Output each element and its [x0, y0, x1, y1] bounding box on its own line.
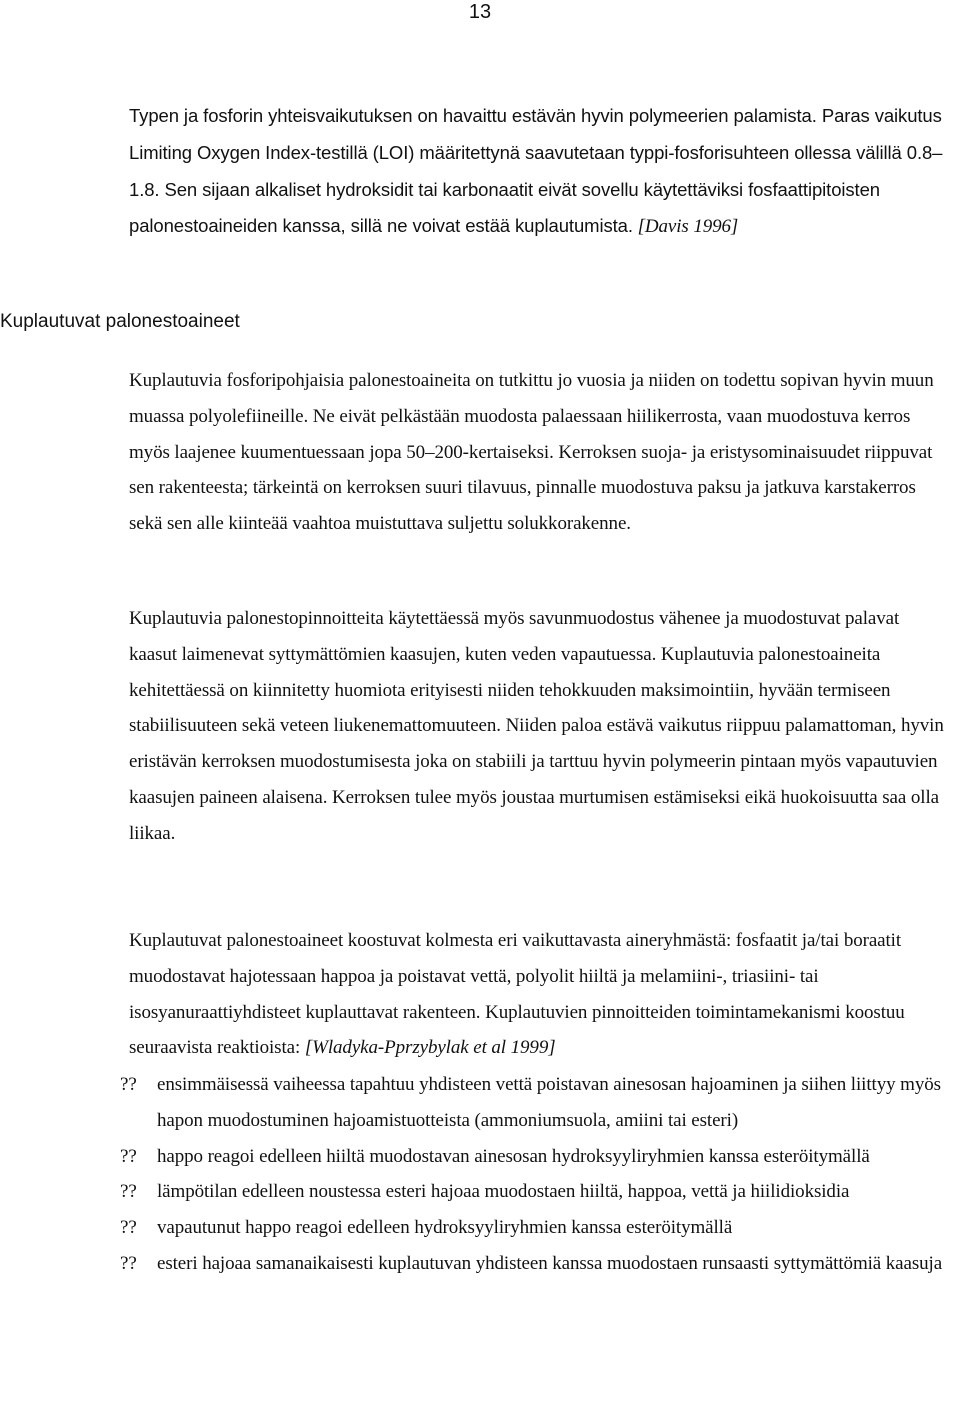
section-heading: Kuplautuvat palonestoaineet [0, 311, 240, 332]
list-item [120, 1210, 950, 1246]
list-item-text: ensimmäisessä vaiheessa tapahtuu yhdisteen vettä poistavan ainesosan hajoaminen ja siihen liittyy myös hapon muodostuminen hajoamistuotteista (ammoniumsuola, amiini tai esteri) [157, 1074, 941, 1131]
list-item [120, 1139, 950, 1175]
paragraph-intumescent-coatings: Kuplautuvia palonestopinnoitteita käytettäessä myös savunmuodostus vähenee ja muodostuvat palavat kaasut laimenevat syttymättömien kaasujen, kuten veden vapautuessa. Kuplautuvia palonestoaineita kehitettäessä on kiinnitetty huomiota erityisesti niiden tehokkuuden maksimointiin, hyvään termiseen stabiilisuuteen sekä veteen liukenemattomuuteen. Niiden paloa estävä vaikutus riippuu palamattoman, hyvin eristävän kerroksen muodostumisesta joka on stabiili ja tarttuu hyvin polymeerin pintaan myös vapautuvien kaasujen paineen alaisena. Kerroksen tulee myös joustaa murtumisen estämiseksi eikä huokoisuutta saa olla liikaa. [129, 608, 944, 844]
bullet-marker: ?? [120, 1217, 137, 1239]
bullet-marker: ?? [120, 1181, 137, 1203]
page-number: 13 [468, 1, 492, 23]
paragraph-intumescent-components [129, 923, 944, 1066]
intro-paragraph [129, 98, 944, 245]
bullet-marker: ?? [120, 1074, 137, 1095]
components-text: Kuplautuvat palonestoaineet koostuvat kolmesta eri vaikuttavasta aineryhmästä: fosfaatit ja/tai boraatit muodostavat hajotessaan happoa ja poistavat vettä, polyolit hiiltä ja melamiini-, triasiini- tai isosyanuraattiyhdisteet kuplauttavat rakenteen. Kuplautuvien pinnoitteiden toimintamekanismi koostuu seuraavista reaktioista: [129, 930, 905, 1059]
list-item [120, 1067, 950, 1139]
list-item-text: vapautunut happo reagoi edelleen hydroksyyliryhmien kanssa esteröitymällä [157, 1217, 733, 1239]
bullet-marker: ?? [120, 1252, 137, 1274]
list-item-text: happo reagoi edelleen hiiltä muodostavan ainesosan hydroksyyliryhmien kanssa esteröitymällä [157, 1145, 870, 1167]
list-item [120, 1174, 950, 1210]
list-item-text: lämpötilan edelleen noustessa esteri hajoaa muodostaen hiiltä, happoa, vettä ja hiilidioksidia [157, 1181, 850, 1203]
intro-citation: [Davis 1996] [637, 216, 739, 238]
paragraph-intumescent-overview: Kuplautuvia fosforipohjaisia palonestoaineita on tutkittu jo vuosia ja niiden on todettu sopivan hyvin muun muassa polyolefiineille. Ne eivät pelkästään muodosta palaessaan hiilikerrosta, vaan muodostuva kerros myös laajenee kuumentuessaan jopa 50–200-kertaiseksi. Kerroksen suoja- ja eristysominaisuudet riippuvat sen rakenteesta; tärkeintä on kerroksen suuri tilavuus, pinnalle muodostuva paksu ja jatkuva karstakerros sekä sen alle kiinteää vaahtoa muistuttava suljettu solukkorakenne. [129, 370, 934, 535]
bullet-marker: ?? [120, 1145, 137, 1167]
intro-text: Typen ja fosforin yhteisvaikutuksen on havaittu estävän hyvin polymeerien palamista. Paras vaikutus Limiting Oxygen Index-testillä (LOI) määritettynä saavutetaan typpi-fosforisuhteen ollessa välillä 0.8–1.8. Sen sijaan alkaliset hydroksidit tai karbonaatit eivät sovellu käytettäviksi fosfaattipitoisten palonestoaineiden kanssa, sillä ne voivat estää kuplautumista. [129, 105, 943, 237]
list-item-text: esteri hajoaa samanaikaisesti kuplautuvan yhdisteen kanssa muodostaen runsaasti syttymättömiä kaasuja [157, 1252, 943, 1274]
list-item [120, 1246, 950, 1282]
reaction-list [120, 1067, 950, 1282]
components-citation: [Wladyka-Pprzybylak et al 1999] [304, 1037, 556, 1059]
